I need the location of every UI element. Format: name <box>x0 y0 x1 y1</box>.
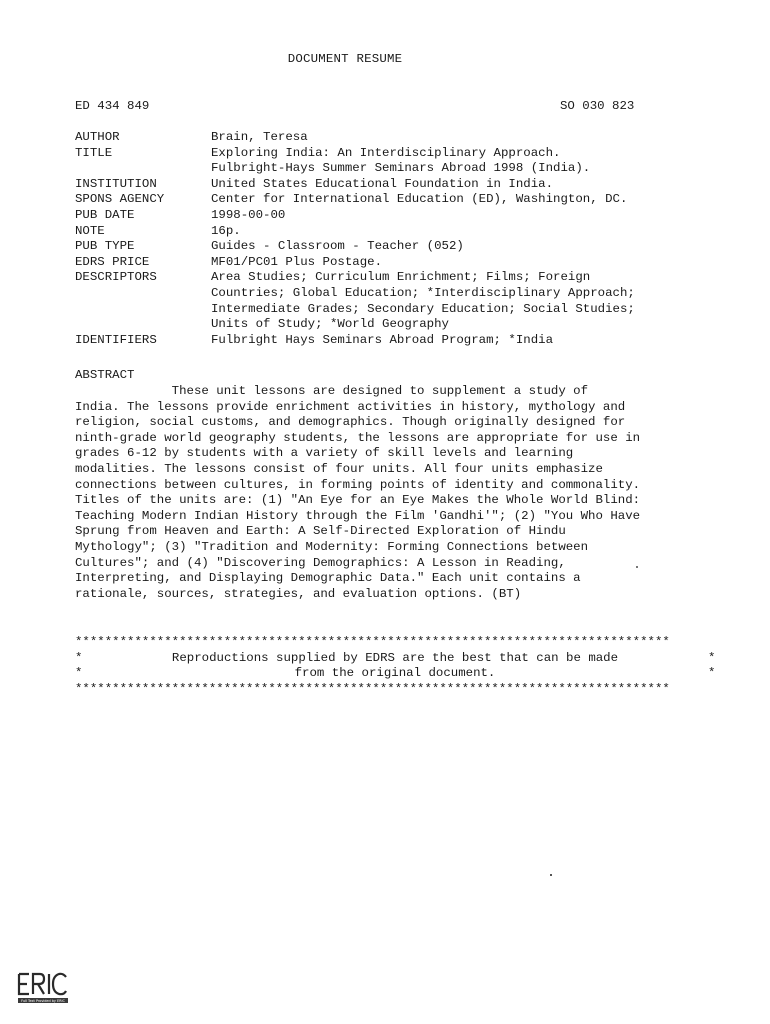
field-value-line: Intermediate Grades; Secondary Education; Social Studies; <box>211 301 635 316</box>
abstract-line: These unit lessons are designed to supplement a study of <box>75 384 589 398</box>
abstract-line: modalities. The lessons consist of four units. All four units emphasize <box>75 461 603 476</box>
reproduction-text-2: from the original document. <box>294 666 496 681</box>
field-descriptors <box>75 270 695 332</box>
so-number: SO 030 823 <box>560 99 635 113</box>
reproduction-line-2 <box>75 666 725 682</box>
star-border-top: ******************************************************************************** <box>75 635 670 649</box>
abstract-line: Cultures"; and (4) "Discovering Demographics: A Lesson in Reading, <box>75 555 566 570</box>
field-label: IDENTIFIERS <box>75 332 157 347</box>
scan-speck <box>636 566 638 568</box>
field-identifiers <box>75 333 695 349</box>
field-label: DESCRIPTORS <box>75 270 157 285</box>
field-label: EDRS PRICE <box>75 254 150 269</box>
field-value <box>211 255 695 271</box>
star-edge-right: * <box>708 666 716 681</box>
field-value-line: United States Educational Foundation in India. <box>211 176 554 191</box>
field-value-line: Countries; Global Education; *Interdisciplinary Approach; <box>211 285 635 300</box>
reproduction-text-1: Reproductions supplied by EDRS are the best that can be made <box>171 650 619 665</box>
abstract-line: ninth-grade world geography students, the lessons are appropriate for use in <box>75 430 641 445</box>
abstract-line: connections between cultures, in forming points of identity and commonality. <box>75 477 641 492</box>
field-label: AUTHOR <box>75 130 120 144</box>
field-value-line: Guides - Classroom - Teacher (052) <box>211 239 464 254</box>
abstract-line: India. The lessons provide enrichment activities in history, mythology and <box>75 399 626 414</box>
field-edrs-price <box>75 255 695 271</box>
field-value <box>211 270 695 332</box>
abstract-line: rationale, sources, strategies, and evaluation options. (BT) <box>75 586 522 601</box>
field-value-line: Fulbright Hays Seminars Abroad Program; *India <box>211 332 554 347</box>
field-label: INSTITUTION <box>75 176 157 191</box>
star-edge-left: * <box>75 650 83 665</box>
field-author <box>75 130 695 146</box>
star-edge-right: * <box>708 650 716 665</box>
field-value-line: Units of Study; *World Geography <box>211 317 449 332</box>
ed-number: ED 434 849 <box>75 99 150 113</box>
abstract-line: Sprung from Heaven and Earth: A Self-Directed Exploration of Hindu <box>75 524 566 539</box>
abstract-body <box>75 384 695 602</box>
abstract-line: religion, social customs, and demographics. Though originally designed for <box>75 415 626 430</box>
abstract-line: Interpreting, and Displaying Demographic Data." Each unit contains a <box>75 571 581 586</box>
field-value-line: Fulbright-Hays Summer Seminars Abroad 1998 (India). <box>211 161 591 176</box>
star-border-bottom: ******************************************************************************** <box>75 681 670 696</box>
star-edge-left: * <box>75 666 83 681</box>
field-value-line: 1998-00-00 <box>211 207 286 222</box>
scan-speck <box>550 874 552 876</box>
field-value <box>211 146 695 177</box>
field-value <box>211 192 695 208</box>
field-value <box>211 239 695 255</box>
abstract-line: Teaching Modern Indian History through the Film 'Gandhi'"; (2) "You Who Have <box>75 508 641 523</box>
reproduction-line-1 <box>75 651 725 667</box>
field-title <box>75 146 695 177</box>
field-value <box>211 177 695 193</box>
field-label: PUB DATE <box>75 207 135 222</box>
field-value-line: Exploring India: An Interdisciplinary Approach. <box>211 145 561 160</box>
field-value <box>211 130 695 146</box>
field-value-line: 16p. <box>211 223 241 238</box>
field-value <box>211 333 695 349</box>
field-value <box>211 224 695 240</box>
field-value-line: MF01/PC01 Plus Postage. <box>211 254 383 269</box>
eric-logo <box>16 970 70 1006</box>
field-label: TITLE <box>75 145 113 160</box>
eric-logo-subtext: Full Text Provided by ERIC <box>21 999 65 1003</box>
document-title: DOCUMENT RESUME <box>287 52 403 66</box>
field-pub-type <box>75 239 695 255</box>
field-label: PUB TYPE <box>75 239 135 254</box>
abstract-line: Titles of the units are: (1) "An Eye for an Eye Makes the Whole World Blind: <box>75 493 641 508</box>
abstract-line: grades 6-12 by students with a variety of skill levels and learning <box>75 446 574 461</box>
bibliographic-fields <box>75 130 695 348</box>
field-pub-date <box>75 208 695 224</box>
field-institution <box>75 177 695 193</box>
reproduction-notice <box>75 635 725 697</box>
field-spons-agency <box>75 192 695 208</box>
abstract-line: Mythology"; (3) "Tradition and Modernity: Forming Connections between <box>75 539 589 554</box>
field-value <box>211 208 695 224</box>
field-value-line: Area Studies; Curriculum Enrichment; Films; Foreign <box>211 270 591 285</box>
field-note <box>75 224 695 240</box>
field-value-line: Center for International Education (ED), Washington, DC. <box>211 192 628 207</box>
field-value-line: Brain, Teresa <box>211 130 308 144</box>
abstract-heading: ABSTRACT <box>75 368 135 382</box>
field-label: SPONS AGENCY <box>75 192 165 207</box>
field-label: NOTE <box>75 223 105 238</box>
